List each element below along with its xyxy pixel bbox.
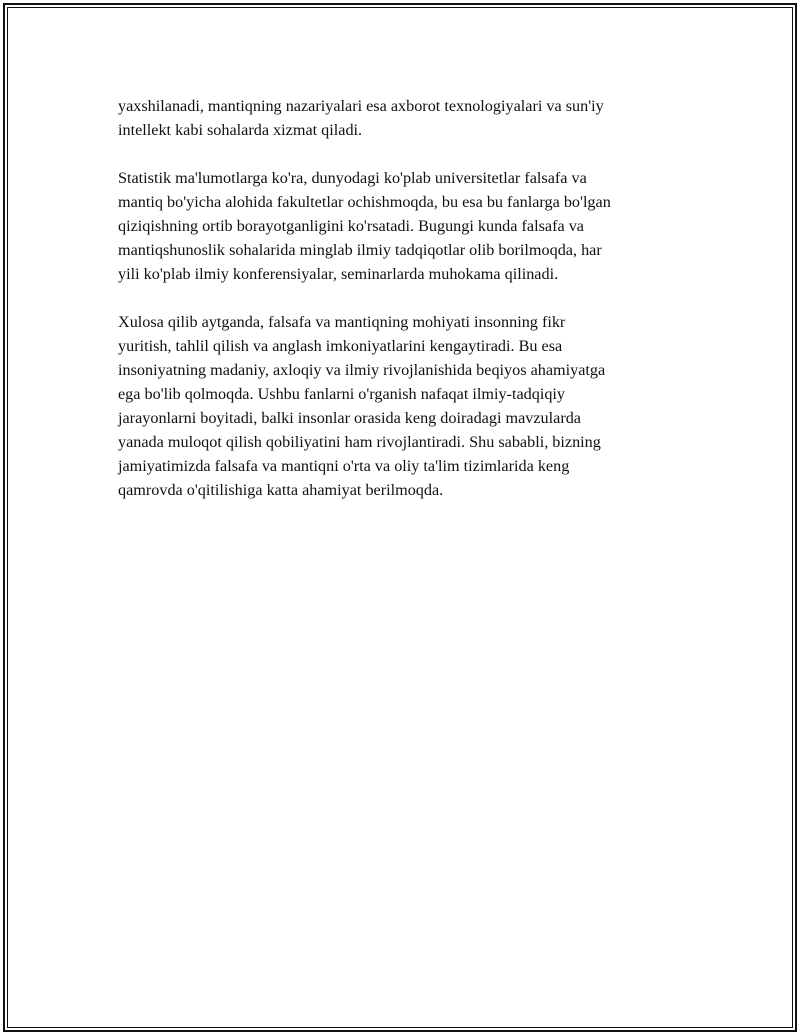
text-line: intellekt kabi sohalarda xizmat qiladi.	[118, 121, 363, 139]
text-line: qiziqishning ortib borayotganligini ko'rsatadi. Bugungi kunda falsafa va	[118, 217, 584, 235]
text-line: Xulosa qilib aytganda, falsafa va mantiqning mohiyati insonning fikr	[118, 313, 566, 331]
text-line: jarayonlarni boyitadi, balki insonlar orasida keng doiradagi mavzularda	[118, 409, 581, 427]
text-line: mantiq bo'yicha alohida fakultetlar ochishmoqda, bu esa bu fanlarga bo'lgan	[118, 193, 611, 211]
text-line: jamiyatimizda falsafa va mantiqni o'rta va oliy ta'lim tizimlarida keng	[118, 457, 570, 475]
text-line: yanada muloqot qilish qobiliyatini ham rivojlantiradi. Shu sababli, bizning	[118, 433, 601, 451]
paragraph	[118, 94, 688, 142]
document-body	[118, 94, 688, 526]
text-line: yuritish, tahlil qilish va anglash imkoniyatlarini kengaytiradi. Bu esa	[118, 337, 563, 355]
text-line: yili ko'plab ilmiy konferensiyalar, seminarlarda muhokama qilinadi.	[118, 265, 559, 283]
text-line: yaxshilanadi, mantiqning nazariyalari esa axborot texnologiyalari va sun'iy	[118, 97, 604, 115]
text-line: ega bo'lib qolmoqda. Ushbu fanlarni o'rganish nafaqat ilmiy-tadqiqiy	[118, 385, 565, 403]
text-line: insoniyatning madaniy, axloqiy va ilmiy rivojlanishida beqiyos ahamiyatga	[118, 361, 606, 379]
paragraph	[118, 310, 688, 502]
paragraph	[118, 166, 688, 286]
text-line: mantiqshunoslik sohalarida minglab ilmiy tadqiqotlar olib borilmoqda, har	[118, 241, 602, 259]
text-line: Statistik ma'lumotlarga ko'ra, dunyodagi ko'plab universitetlar falsafa va	[118, 169, 587, 187]
text-line: qamrovda o'qitilishiga katta ahamiyat berilmoqda.	[118, 481, 444, 499]
